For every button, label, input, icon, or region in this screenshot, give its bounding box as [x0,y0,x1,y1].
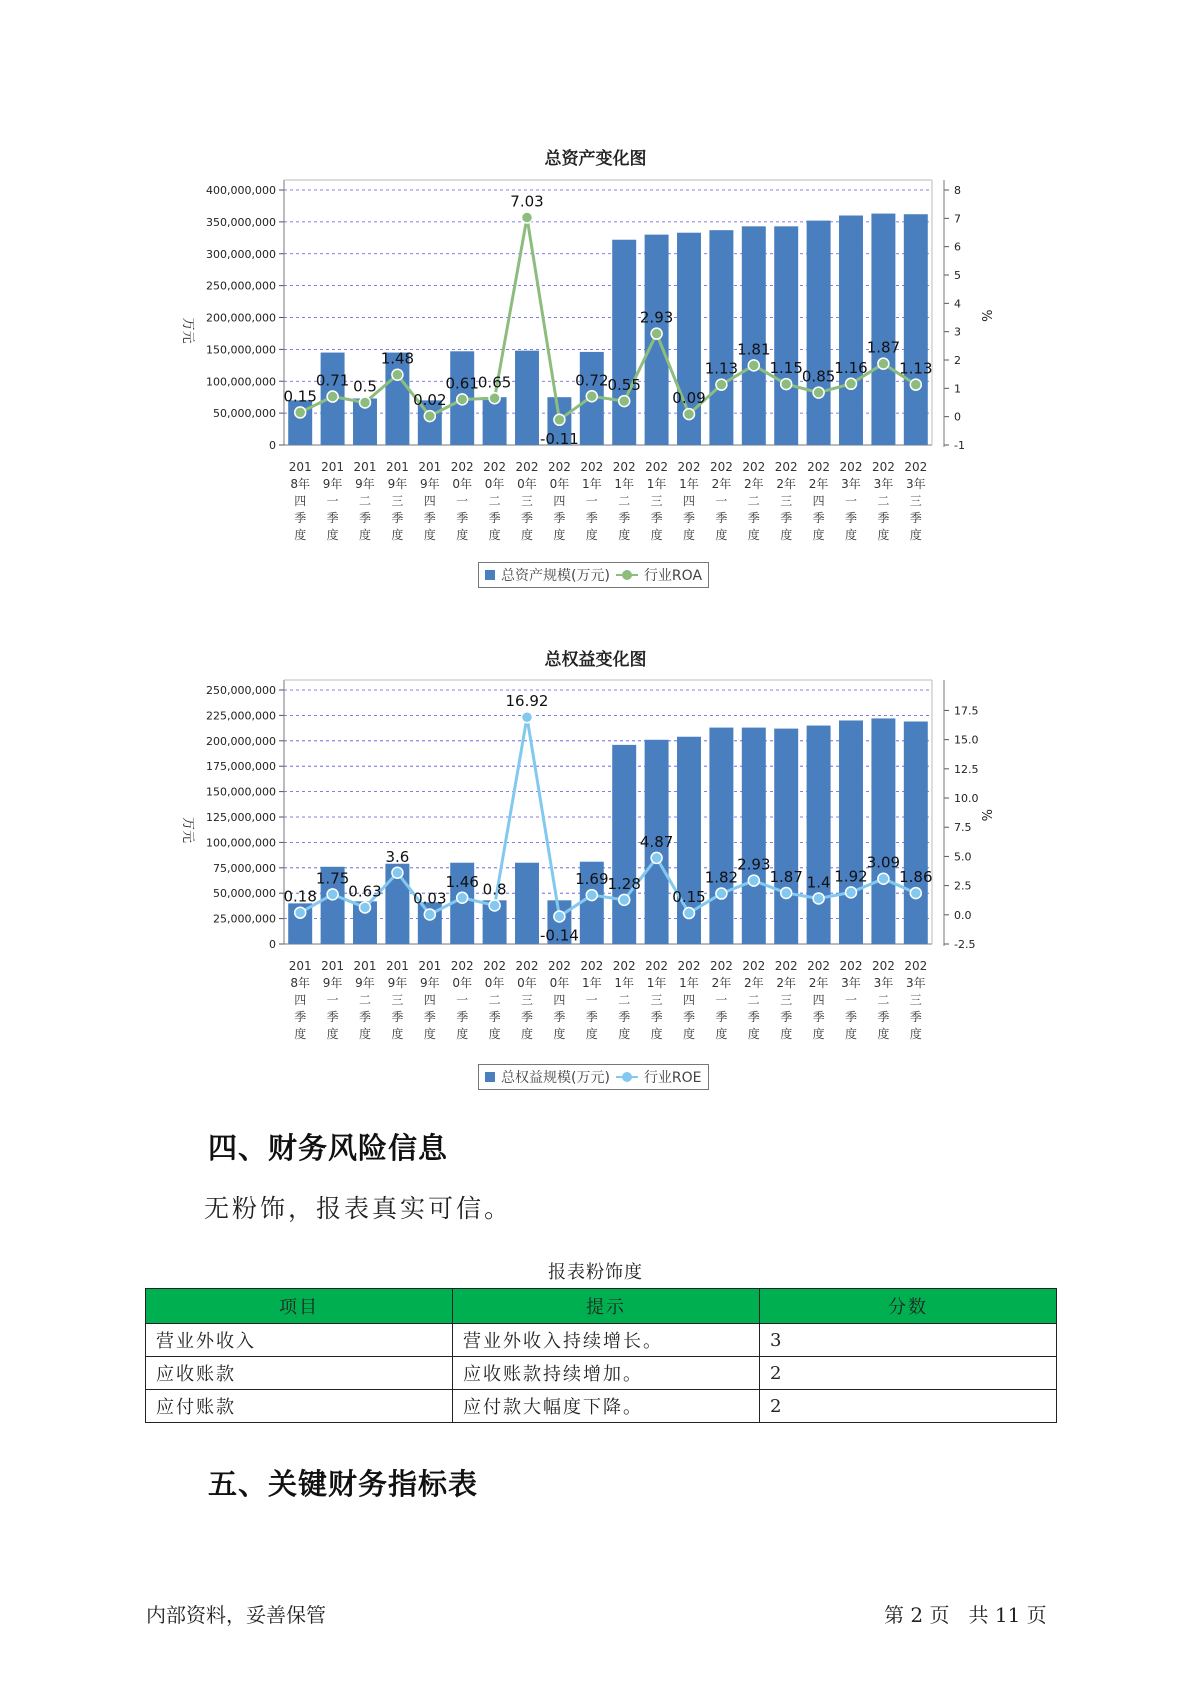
bar [742,728,766,944]
line-point [295,907,306,918]
data-label: 1.87 [769,867,803,886]
y2-tick-label: 0 [954,410,961,424]
x-tick-label: 202 0年三季度 [515,460,539,542]
line-point [619,894,630,905]
x-tick-label: 202 1年四季度 [677,460,701,542]
data-label: 2.93 [737,855,771,874]
x-tick-label: 201 9年四季度 [418,460,442,542]
line-legend-swatch [616,570,638,580]
x-tick-label: 202 2年三季度 [774,959,798,1041]
line-point [813,893,824,904]
y2-tick-label: 5 [954,269,961,282]
x-tick-label: 202 0年二季度 [483,959,507,1041]
line-point [295,407,306,418]
line-point [846,887,857,898]
x-tick-label: 202 1年三季度 [645,460,669,542]
line-point [392,867,403,878]
line-point [424,411,435,422]
x-tick-label: 202 0年一季度 [450,460,474,542]
cell-hint: 应收账款持续增加。 [453,1357,760,1390]
x-tick-label: 202 2年一季度 [709,959,733,1041]
y2-axis-title: % [978,809,993,822]
y2-tick-label: 4 [954,297,961,311]
line-point [327,391,338,402]
x-tick-label: 202 3年二季度 [871,460,895,542]
risk-section-heading: 四、财务风险信息 [208,1131,449,1165]
line-point [424,909,435,920]
table-row [146,1357,1057,1390]
bar [709,230,733,445]
col-header-item: 项目 [146,1289,453,1324]
equity-chart [0,670,1191,1060]
bar [612,240,636,445]
x-tick-label: 202 3年三季度 [904,959,928,1041]
y-tick-label: 100,000,000 [206,836,276,850]
line-point [878,358,889,369]
x-tick-label: 202 0年三季度 [515,959,539,1041]
x-tick-label: 202 1年三季度 [645,959,669,1041]
bar [904,214,928,445]
data-label: 1.4 [806,873,831,892]
line-point [586,890,597,901]
data-label: 1.16 [834,358,868,377]
asset-chart [0,168,1191,558]
data-label: 1.28 [607,874,641,893]
data-label: 7.03 [510,192,544,211]
x-tick-label: 201 8年四季度 [288,959,312,1041]
data-label: -0.14 [539,926,579,945]
data-label: 3.6 [385,847,410,866]
data-label: 0.71 [315,371,350,390]
y2-tick-label: 2 [954,354,961,367]
x-tick-label: 201 9年四季度 [418,959,442,1041]
line-point [457,892,468,903]
data-label: 1.75 [315,869,350,888]
line-point [489,393,500,404]
y-tick-label: 50,000,000 [213,887,276,901]
x-tick-label: 202 0年四季度 [547,460,571,542]
col-header-hint: 提示 [453,1289,760,1324]
cell-hint: 营业外收入持续增长。 [453,1324,760,1357]
cell-score: 2 [760,1390,1057,1423]
line-point [360,397,371,408]
y-tick-label: 200,000,000 [206,311,276,325]
data-label: -0.11 [539,429,579,448]
bar [515,863,539,944]
x-tick-label: 201 9年一季度 [321,959,345,1041]
x-tick-label: 202 0年一季度 [450,959,474,1041]
y-axis-title: 万元 [180,817,195,844]
bar [839,720,863,944]
equity-line-legend-label: 行业ROE [643,1070,702,1086]
x-tick-label: 201 8年四季度 [288,460,312,542]
data-label: 0.61 [445,374,479,393]
x-tick-label: 202 1年四季度 [677,959,701,1041]
line-point [684,908,695,919]
asset-line-legend-label: 行业ROA [643,568,703,584]
line-point [846,378,857,389]
line-point [910,888,921,899]
data-label: 1.13 [899,359,933,378]
line-point [327,889,338,900]
line-point [489,900,500,911]
data-label: 0.15 [672,888,706,907]
bar-legend-swatch [485,570,495,580]
bar [515,351,539,445]
line-point [748,875,759,886]
y2-tick-label: -1 [954,439,965,452]
y-tick-label: 0 [269,439,276,452]
y-tick-label: 50,000,000 [213,407,276,421]
line-point [522,712,533,723]
y-tick-label: 150,000,000 [206,343,276,357]
x-tick-label: 202 1年二季度 [612,959,636,1041]
data-label: 0.8 [482,880,507,899]
equity-chart-legend [478,1064,709,1090]
x-tick-label: 202 2年二季度 [742,460,766,542]
data-label: 1.69 [575,870,609,889]
line-point [910,379,921,390]
x-tick-label: 202 1年一季度 [580,959,604,1041]
x-tick-label: 202 2年三季度 [774,460,798,542]
line-point [684,409,695,420]
data-label: 1.92 [834,867,868,886]
data-label: 1.48 [380,349,415,368]
y-tick-label: 175,000,000 [206,760,276,774]
line-point [651,328,662,339]
bar [774,226,798,445]
bar [871,718,895,944]
line-point [781,887,792,898]
table-row [146,1390,1057,1423]
data-label: 1.13 [704,359,739,378]
data-label: 0.65 [477,373,512,392]
risk-table-caption: 报表粉饰度 [548,1262,643,1283]
x-tick-label: 202 1年一季度 [580,460,604,542]
bar [807,726,831,944]
bar [742,226,766,445]
x-tick-label: 202 3年三季度 [904,460,928,542]
x-tick-label: 202 2年四季度 [807,959,831,1041]
line-point [716,888,727,899]
y-tick-label: 75,000,000 [213,861,276,875]
table-row [146,1324,1057,1357]
footer-left: 内部资料，妥善保管 [146,1603,326,1627]
line-point [781,379,792,390]
data-label: 0.03 [413,889,447,908]
data-label: 1.86 [899,868,933,887]
line-point [522,212,533,223]
x-tick-label: 202 1年二季度 [612,460,636,542]
x-tick-label: 201 9年一季度 [321,460,345,542]
bar [612,745,636,944]
y-tick-label: 100,000,000 [206,375,276,389]
data-label: 4.87 [639,832,674,851]
y2-tick-label: 2.5 [954,879,972,893]
bar [839,216,863,446]
data-label: 1.81 [737,340,771,359]
data-label: 0.5 [353,377,377,396]
y2-tick-label: 12.5 [954,762,979,776]
risk-section-text: 无粉饰，报表真实可信。 [204,1194,513,1223]
line-point [586,391,597,402]
bar [904,721,928,944]
line-point [457,394,468,405]
y2-tick-label: 8 [954,184,961,197]
cell-item: 营业外收入 [146,1324,453,1357]
data-label: 0.18 [283,887,317,906]
x-tick-label: 202 3年二季度 [871,959,895,1041]
cell-score: 3 [760,1324,1057,1357]
data-label: 1.46 [445,872,479,891]
data-label: 0.15 [283,387,317,406]
x-tick-label: 201 9年三季度 [385,460,409,542]
data-label: 1.87 [866,338,901,357]
cell-score: 2 [760,1357,1057,1390]
cell-hint: 应付款大幅度下降。 [453,1390,760,1423]
y-tick-label: 150,000,000 [206,785,276,799]
cell-item: 应付账款 [146,1390,453,1423]
data-label: 0.72 [575,371,609,390]
bar [709,728,733,944]
asset-chart-title: 总资产变化图 [544,149,647,169]
footer-right: 第 2 页 共 11 页 [884,1603,1047,1627]
x-tick-label: 202 2年四季度 [807,460,831,542]
y2-tick-label: 5.0 [954,850,972,864]
y-tick-label: 0 [269,938,276,951]
data-label: 0.09 [672,389,706,408]
bar [807,221,831,445]
x-tick-label: 202 0年四季度 [547,959,571,1041]
line-point [651,852,662,863]
cell-item: 应收账款 [146,1357,453,1390]
data-label: 3.09 [866,853,901,872]
data-label: 2.93 [639,308,674,327]
x-tick-label: 202 3年一季度 [839,460,863,542]
line-point [716,379,727,390]
data-label: 16.92 [505,692,549,711]
col-header-score: 分数 [760,1289,1057,1324]
line-legend-swatch [616,1072,638,1082]
line-point [619,396,630,407]
line-point [813,387,824,398]
asset-bar-legend-label: 总资产规模(万元) [501,568,610,584]
line-point [392,369,403,380]
equity-bar-legend-label: 总权益规模(万元) [501,1070,610,1086]
y-tick-label: 25,000,000 [213,912,276,926]
y-tick-label: 350,000,000 [206,215,276,229]
y-tick-label: 200,000,000 [206,734,276,748]
y-tick-label: 225,000,000 [206,709,276,723]
data-label: 0.85 [801,367,836,386]
y-tick-label: 250,000,000 [206,279,276,293]
data-label: 0.63 [348,882,382,901]
x-tick-label: 202 3年一季度 [839,959,863,1041]
x-tick-label: 201 9年二季度 [353,959,377,1041]
y2-tick-label: 17.5 [954,704,979,718]
y2-tick-label: 3 [954,325,961,339]
x-tick-label: 202 0年二季度 [483,460,507,542]
x-tick-label: 201 9年三季度 [385,959,409,1041]
line-point [554,414,565,425]
y2-tick-label: 7 [954,212,961,226]
data-label: 0.02 [413,391,447,410]
y2-tick-label: 6 [954,240,961,254]
line-point [748,360,759,371]
x-tick-label: 202 2年一季度 [709,460,733,542]
equity-chart-title: 总权益变化图 [544,650,647,670]
bar [871,214,895,445]
line-point [554,911,565,922]
x-tick-label: 202 2年二季度 [742,959,766,1041]
line-point [360,902,371,913]
y2-tick-label: 15.0 [954,733,979,747]
risk-table [145,1288,1057,1423]
y2-tick-label: 10.0 [954,792,979,806]
y2-axis-title: % [978,309,993,322]
data-label: 0.55 [607,376,641,395]
data-label: 1.15 [769,359,803,378]
y-tick-label: 250,000,000 [206,684,276,697]
x-tick-label: 201 9年二季度 [353,460,377,542]
bar [774,729,798,944]
y2-tick-label: -2.5 [954,938,976,951]
y2-tick-label: 7.5 [954,821,972,835]
y-tick-label: 125,000,000 [206,811,276,824]
y-tick-label: 400,000,000 [206,184,276,197]
bar-legend-swatch [485,1072,495,1082]
y-axis-title: 万元 [180,317,195,344]
indicators-section-heading: 五、关键财务指标表 [208,1467,479,1501]
y2-tick-label: 0.0 [954,908,972,922]
line-point [878,873,889,884]
risk-table-header-row [146,1289,1057,1324]
asset-chart-legend [478,562,709,588]
y2-tick-label: 1 [954,382,961,396]
data-label: 1.82 [704,868,739,887]
y-tick-label: 300,000,000 [206,247,276,261]
